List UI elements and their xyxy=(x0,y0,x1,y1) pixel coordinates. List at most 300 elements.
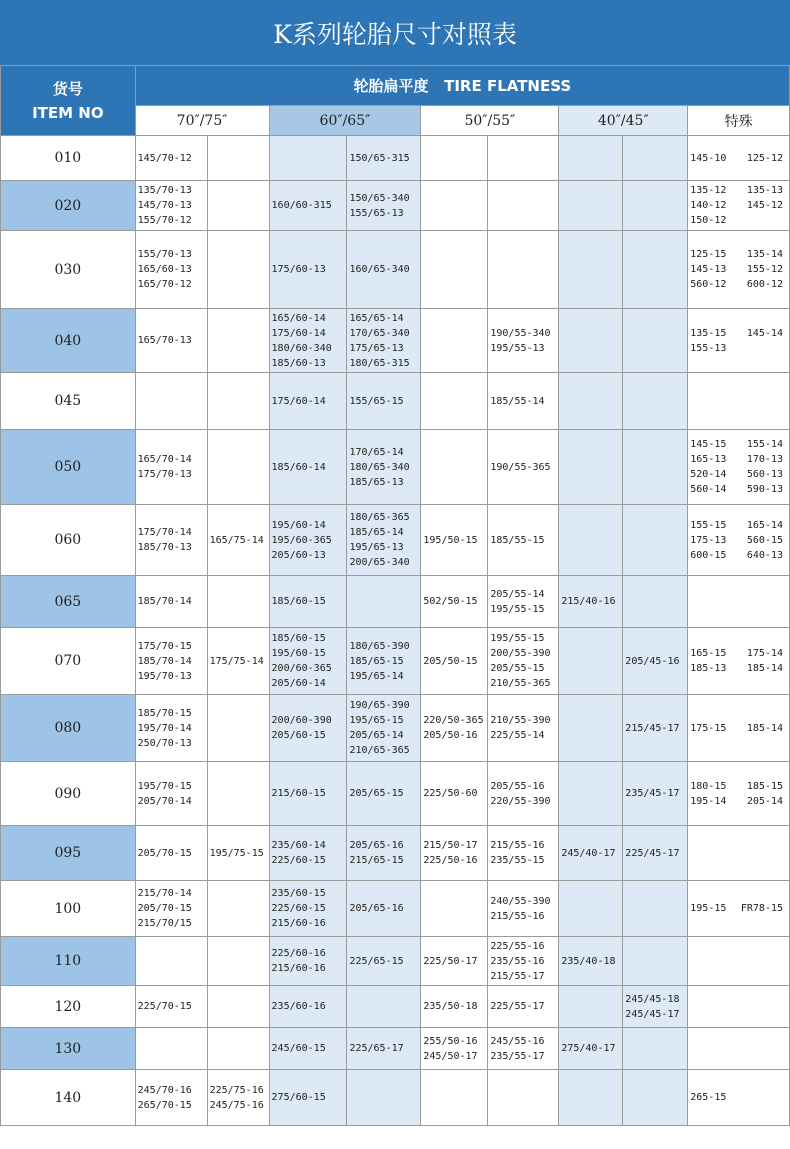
size-value: 195/70-14 xyxy=(137,722,192,734)
special-size-value: 135-15 xyxy=(690,327,727,339)
size-value: 225/70-15 xyxy=(137,1001,192,1012)
size-value: 245/45-18 xyxy=(625,993,680,1005)
size-cell-70-a xyxy=(135,181,207,231)
special-size-value: FR78-15 xyxy=(740,903,783,914)
special-size-value: 590-13 xyxy=(746,484,783,495)
size-value: 165/70-12 xyxy=(137,279,192,290)
size-cell-60-a xyxy=(269,231,347,309)
size-cell-40-a xyxy=(559,986,623,1028)
size-value: 185/65-15 xyxy=(349,655,404,667)
size-cell-60-a xyxy=(269,136,347,181)
size-cell-70-a xyxy=(135,430,207,505)
size-cell-75-b xyxy=(207,937,269,986)
size-value: 165/65-14 xyxy=(349,312,404,324)
size-cell-70-a xyxy=(135,1028,207,1070)
size-cell-60-a xyxy=(269,1070,347,1126)
size-value: 185/60-15 xyxy=(271,596,326,607)
size-cell-60-a xyxy=(269,762,347,826)
size-value: 185/65-14 xyxy=(349,527,404,538)
special-size-cell xyxy=(688,937,790,986)
special-size-cell xyxy=(688,1070,790,1126)
size-value: 205/45-16 xyxy=(625,655,680,667)
size-value: 195/60-15 xyxy=(271,648,326,659)
size-cell-55-b xyxy=(488,373,559,430)
special-size-list xyxy=(690,721,787,736)
size-value: 205/65-15 xyxy=(349,788,404,799)
table-row xyxy=(1,881,790,937)
size-value: 225/65-15 xyxy=(349,955,404,967)
table-body xyxy=(1,136,790,1126)
size-cell-75-b xyxy=(207,1070,269,1126)
size-value: 175/75-14 xyxy=(209,655,264,667)
size-cell-75-b xyxy=(207,136,269,181)
size-cell-60-a xyxy=(269,937,347,986)
size-value: 235/60-16 xyxy=(271,1001,326,1012)
special-size-value: 600-12 xyxy=(746,279,783,290)
size-value: 210/55-390 xyxy=(490,715,551,726)
size-cell-60-a xyxy=(269,430,347,505)
special-size-cell xyxy=(688,576,790,628)
special-size-list xyxy=(690,183,787,228)
special-size-value: 165-15 xyxy=(690,648,727,659)
table-row xyxy=(1,695,790,762)
special-size-cell xyxy=(688,373,790,430)
item-no-header-en: ITEM NO xyxy=(32,103,104,122)
size-cell-40-a xyxy=(559,937,623,986)
size-cell-50-a xyxy=(421,1070,488,1126)
size-value: 205/60-14 xyxy=(271,678,326,689)
special-size-value: 175-13 xyxy=(690,534,727,546)
special-size-value: 155-13 xyxy=(690,342,727,354)
size-cell-75-b xyxy=(207,231,269,309)
size-value: 205/65-16 xyxy=(349,903,404,914)
size-value: 175/65-13 xyxy=(349,342,404,354)
item-no-cell: 070 xyxy=(1,628,136,695)
size-value: 245/40-17 xyxy=(561,847,616,859)
group-header-special: 特殊 xyxy=(688,106,790,136)
table-row xyxy=(1,576,790,628)
special-size-value: 165-13 xyxy=(690,454,727,465)
special-size-value: 185-13 xyxy=(690,663,727,674)
size-cell-60-a xyxy=(269,505,347,576)
item-no-cell: 040 xyxy=(1,309,136,373)
size-value: 165/70-13 xyxy=(137,335,192,346)
size-cell-45-b xyxy=(623,231,688,309)
size-value: 275/40-17 xyxy=(561,1043,616,1054)
special-size-cell xyxy=(688,231,790,309)
size-cell-50-a xyxy=(421,309,488,373)
size-value: 215/45-17 xyxy=(625,722,680,734)
special-size-cell xyxy=(688,505,790,576)
size-value: 195/50-15 xyxy=(423,534,478,546)
size-value: 215/70/15 xyxy=(137,918,192,929)
size-cell-65-b xyxy=(347,986,421,1028)
size-cell-50-a xyxy=(421,986,488,1028)
size-value: 205/55-16 xyxy=(490,780,545,792)
table-row xyxy=(1,373,790,430)
size-value: 190/55-340 xyxy=(490,327,551,339)
size-cell-65-b xyxy=(347,695,421,762)
size-value: 210/65-365 xyxy=(349,745,410,756)
size-cell-65-b xyxy=(347,826,421,881)
size-value: 145/70-13 xyxy=(137,200,192,211)
size-value: 235/40-18 xyxy=(561,955,616,967)
item-no-cell: 090 xyxy=(1,762,136,826)
size-cell-60-a xyxy=(269,309,347,373)
table-row xyxy=(1,309,790,373)
size-value: 195/60-14 xyxy=(271,519,326,531)
special-size-value: 155-14 xyxy=(746,439,783,450)
item-no-cell: 010 xyxy=(1,136,136,181)
special-size-list xyxy=(690,326,787,356)
size-value: 185/60-15 xyxy=(271,633,326,644)
size-value: 250/70-13 xyxy=(137,737,192,749)
size-cell-60-a xyxy=(269,1028,347,1070)
size-value: 215/60-15 xyxy=(271,788,326,799)
size-cell-70-a xyxy=(135,1070,207,1126)
special-size-value: 140-12 xyxy=(690,200,727,211)
size-value: 165/60-14 xyxy=(271,312,326,324)
size-value: 145/70-12 xyxy=(137,152,192,164)
special-size-cell xyxy=(688,826,790,881)
size-value: 205/50-15 xyxy=(423,655,478,667)
size-cell-45-b xyxy=(623,136,688,181)
size-value: 235/60-14 xyxy=(271,840,326,851)
group-header-40-45: 40″/45″ xyxy=(559,106,688,136)
special-size-value: 125-12 xyxy=(746,152,783,164)
size-cell-50-a xyxy=(421,181,488,231)
size-cell-40-a xyxy=(559,695,623,762)
special-size-value: 640-13 xyxy=(746,549,783,561)
size-value: 275/60-15 xyxy=(271,1092,326,1103)
size-value: 215/40-16 xyxy=(561,596,616,607)
size-value: 180/65-365 xyxy=(349,512,410,523)
special-size-value: 135-14 xyxy=(746,249,783,260)
size-cell-75-b xyxy=(207,986,269,1028)
size-cell-45-b xyxy=(623,1028,688,1070)
table-row xyxy=(1,826,790,881)
size-value: 215/65-15 xyxy=(349,855,404,866)
size-value: 170/65-14 xyxy=(349,446,404,458)
tire-flatness-header: 轮胎扁平度 TIRE FLATNESS xyxy=(135,66,789,106)
size-cell-50-a xyxy=(421,373,488,430)
size-cell-65-b xyxy=(347,231,421,309)
size-value: 205/65-16 xyxy=(349,840,404,851)
size-cell-70-a xyxy=(135,881,207,937)
special-size-value: 145-13 xyxy=(690,264,727,275)
size-value: 240/55-390 xyxy=(490,895,551,907)
size-cell-55-b xyxy=(488,231,559,309)
size-cell-70-a xyxy=(135,628,207,695)
size-value: 205/55-14 xyxy=(490,588,545,600)
size-cell-40-a xyxy=(559,762,623,826)
size-cell-40-a xyxy=(559,373,623,430)
size-cell-55-b xyxy=(488,986,559,1028)
item-no-cell: 140 xyxy=(1,1070,136,1126)
special-size-value: 145-10 xyxy=(690,152,727,164)
special-size-value: 180-15 xyxy=(690,780,727,792)
size-cell-65-b xyxy=(347,576,421,628)
size-value: 205/60-15 xyxy=(271,730,326,741)
size-value: 155/70-13 xyxy=(137,249,192,260)
size-cell-45-b xyxy=(623,937,688,986)
size-value: 225/45-17 xyxy=(625,847,680,859)
size-cell-50-a xyxy=(421,430,488,505)
size-cell-40-a xyxy=(559,1028,623,1070)
special-size-value: 195-15 xyxy=(690,903,727,914)
size-value: 235/45-17 xyxy=(625,788,680,799)
size-cell-40-a xyxy=(559,576,623,628)
size-cell-40-a xyxy=(559,505,623,576)
special-size-list xyxy=(690,1090,787,1105)
special-size-list xyxy=(690,518,787,563)
size-cell-50-a xyxy=(421,937,488,986)
size-value: 210/55-365 xyxy=(490,678,551,689)
size-cell-60-a xyxy=(269,695,347,762)
size-value: 265/70-15 xyxy=(137,1099,192,1111)
size-cell-65-b xyxy=(347,136,421,181)
special-size-cell xyxy=(688,762,790,826)
size-cell-75-b xyxy=(207,430,269,505)
size-cell-70-a xyxy=(135,826,207,881)
size-value: 195/65-14 xyxy=(349,670,404,682)
table-row xyxy=(1,136,790,181)
item-no-cell: 045 xyxy=(1,373,136,430)
size-value: 205/70-14 xyxy=(137,795,192,807)
size-cell-55-b xyxy=(488,937,559,986)
size-value: 225/60-16 xyxy=(271,948,326,959)
item-no-cell: 100 xyxy=(1,881,136,937)
size-cell-45-b xyxy=(623,181,688,231)
size-cell-75-b xyxy=(207,826,269,881)
size-value: 185/55-15 xyxy=(490,534,545,546)
size-value: 155/70-12 xyxy=(137,215,192,226)
size-cell-40-a xyxy=(559,136,623,181)
size-value: 235/55-15 xyxy=(490,855,545,866)
size-cell-40-a xyxy=(559,628,623,695)
size-value: 245/70-16 xyxy=(137,1084,192,1096)
size-value: 235/60-15 xyxy=(271,888,326,899)
group-header-60-65: 60″/65″ xyxy=(269,106,421,136)
special-size-value: 135-12 xyxy=(690,185,727,196)
item-no-header xyxy=(1,66,136,136)
special-size-list xyxy=(690,901,787,916)
special-size-cell xyxy=(688,181,790,231)
special-size-value: 175-14 xyxy=(746,648,783,659)
size-value: 190/55-365 xyxy=(490,461,551,473)
size-value: 135/70-13 xyxy=(137,185,192,196)
size-value: 225/55-17 xyxy=(490,1001,545,1012)
group-header-70-75: 70″/75″ xyxy=(135,106,269,136)
size-value: 175/60-14 xyxy=(271,327,326,339)
table-row xyxy=(1,430,790,505)
item-no-cell: 095 xyxy=(1,826,136,881)
size-cell-75-b xyxy=(207,373,269,430)
size-cell-70-a xyxy=(135,136,207,181)
size-cell-40-a xyxy=(559,1070,623,1126)
item-no-cell: 020 xyxy=(1,181,136,231)
table-row xyxy=(1,1028,790,1070)
size-value: 220/55-390 xyxy=(490,795,551,807)
size-value: 195/60-365 xyxy=(271,534,332,546)
size-value: 205/60-13 xyxy=(271,549,326,561)
size-value: 150/65-340 xyxy=(349,192,410,204)
size-cell-65-b xyxy=(347,373,421,430)
size-cell-50-a xyxy=(421,628,488,695)
size-value: 155/65-15 xyxy=(349,395,404,407)
size-cell-55-b xyxy=(488,505,559,576)
size-cell-70-a xyxy=(135,695,207,762)
special-size-value: 155-12 xyxy=(746,264,783,275)
size-value: 225/60-15 xyxy=(271,855,326,866)
size-value: 225/75-16 xyxy=(209,1084,264,1096)
size-value: 205/70-15 xyxy=(137,847,192,859)
size-value: 200/65-340 xyxy=(349,557,410,568)
table-row xyxy=(1,1070,790,1126)
item-no-cell: 130 xyxy=(1,1028,136,1070)
size-value: 200/60-365 xyxy=(271,663,332,674)
size-value: 195/65-13 xyxy=(349,542,404,553)
size-value: 205/50-16 xyxy=(423,730,478,741)
size-value: 225/50-16 xyxy=(423,855,478,866)
size-cell-55-b xyxy=(488,430,559,505)
size-value: 175/60-13 xyxy=(271,264,326,275)
size-cell-70-a xyxy=(135,231,207,309)
size-value: 245/75-16 xyxy=(209,1099,264,1111)
size-value: 215/50-17 xyxy=(423,840,478,851)
size-cell-45-b xyxy=(623,1070,688,1126)
table-row xyxy=(1,231,790,309)
size-cell-65-b xyxy=(347,309,421,373)
size-value: 175/70-15 xyxy=(137,640,192,652)
size-cell-45-b xyxy=(623,576,688,628)
size-value: 185/65-13 xyxy=(349,476,404,488)
size-cell-75-b xyxy=(207,181,269,231)
size-cell-45-b xyxy=(623,826,688,881)
special-size-value: 170-13 xyxy=(746,454,783,465)
special-size-value: 600-15 xyxy=(690,549,727,561)
size-cell-45-b xyxy=(623,309,688,373)
special-size-cell xyxy=(688,628,790,695)
size-cell-70-a xyxy=(135,309,207,373)
special-size-cell xyxy=(688,430,790,505)
size-value: 195/75-15 xyxy=(209,847,264,859)
size-value: 502/50-15 xyxy=(423,596,478,607)
item-no-cell: 065 xyxy=(1,576,136,628)
size-cell-45-b xyxy=(623,986,688,1028)
size-cell-60-a xyxy=(269,576,347,628)
size-value: 235/55-17 xyxy=(490,1050,545,1062)
size-cell-55-b xyxy=(488,309,559,373)
special-size-value: 195-14 xyxy=(690,795,727,807)
size-cell-55-b xyxy=(488,826,559,881)
size-cell-65-b xyxy=(347,1070,421,1126)
size-cell-40-a xyxy=(559,231,623,309)
size-value: 180/65-340 xyxy=(349,461,410,473)
size-value: 195/70-13 xyxy=(137,670,192,682)
size-value: 200/55-390 xyxy=(490,648,551,659)
size-value: 225/60-15 xyxy=(271,903,326,914)
size-cell-70-a xyxy=(135,576,207,628)
size-cell-50-a xyxy=(421,826,488,881)
size-value: 165/60-13 xyxy=(137,264,192,275)
size-cell-60-a xyxy=(269,881,347,937)
special-size-value: 205-14 xyxy=(746,795,783,807)
item-no-cell: 030 xyxy=(1,231,136,309)
size-cell-75-b xyxy=(207,505,269,576)
special-size-value: 175-15 xyxy=(690,722,727,734)
special-size-value: 560-15 xyxy=(746,534,783,546)
size-cell-70-a xyxy=(135,937,207,986)
size-cell-75-b xyxy=(207,881,269,937)
size-cell-55-b xyxy=(488,1028,559,1070)
size-value: 185/70-14 xyxy=(137,596,192,607)
size-cell-55-b xyxy=(488,576,559,628)
special-size-value: 185-15 xyxy=(746,780,783,792)
table-row xyxy=(1,628,790,695)
size-value: 180/60-340 xyxy=(271,342,332,354)
size-cell-70-a xyxy=(135,986,207,1028)
size-cell-50-a xyxy=(421,1028,488,1070)
special-size-cell xyxy=(688,136,790,181)
size-value: 235/55-16 xyxy=(490,955,545,967)
size-cell-65-b xyxy=(347,937,421,986)
size-value: 195/55-15 xyxy=(490,633,545,644)
size-value: 180/65-390 xyxy=(349,640,410,652)
size-value: 180/65-315 xyxy=(349,357,410,369)
special-size-cell xyxy=(688,1028,790,1070)
size-value: 150/65-315 xyxy=(349,152,410,164)
size-cell-65-b xyxy=(347,181,421,231)
size-cell-40-a xyxy=(559,826,623,881)
size-value: 175/70-13 xyxy=(137,469,192,480)
tire-size-table xyxy=(0,65,790,1126)
special-size-value: 155-15 xyxy=(690,519,727,531)
size-cell-45-b xyxy=(623,373,688,430)
size-cell-40-a xyxy=(559,430,623,505)
special-size-value: 145-14 xyxy=(746,327,783,339)
size-cell-60-a xyxy=(269,373,347,430)
table-row xyxy=(1,762,790,826)
size-cell-75-b xyxy=(207,762,269,826)
size-cell-45-b xyxy=(623,505,688,576)
size-cell-50-a xyxy=(421,881,488,937)
size-cell-70-a xyxy=(135,505,207,576)
size-value: 190/65-390 xyxy=(349,700,410,711)
size-cell-60-a xyxy=(269,826,347,881)
size-cell-55-b xyxy=(488,762,559,826)
size-value: 245/45-17 xyxy=(625,1008,680,1020)
special-size-cell xyxy=(688,986,790,1028)
size-value: 245/60-15 xyxy=(271,1043,326,1054)
size-value: 185/70-14 xyxy=(137,655,192,667)
size-value: 185/60-13 xyxy=(271,357,326,369)
size-value: 185/70-13 xyxy=(137,542,192,553)
special-size-list xyxy=(690,151,787,166)
special-size-list xyxy=(690,437,787,497)
special-size-value: 150-12 xyxy=(690,215,727,226)
size-value: 255/50-16 xyxy=(423,1035,478,1047)
size-value: 170/65-340 xyxy=(349,327,410,339)
size-value: 205/55-15 xyxy=(490,663,545,674)
size-cell-65-b xyxy=(347,762,421,826)
item-no-cell: 120 xyxy=(1,986,136,1028)
size-value: 225/50-60 xyxy=(423,788,478,799)
special-size-value: 185-14 xyxy=(746,722,783,734)
item-no-cell: 050 xyxy=(1,430,136,505)
size-value: 215/55-16 xyxy=(490,840,545,851)
size-value: 205/70-15 xyxy=(137,903,192,914)
